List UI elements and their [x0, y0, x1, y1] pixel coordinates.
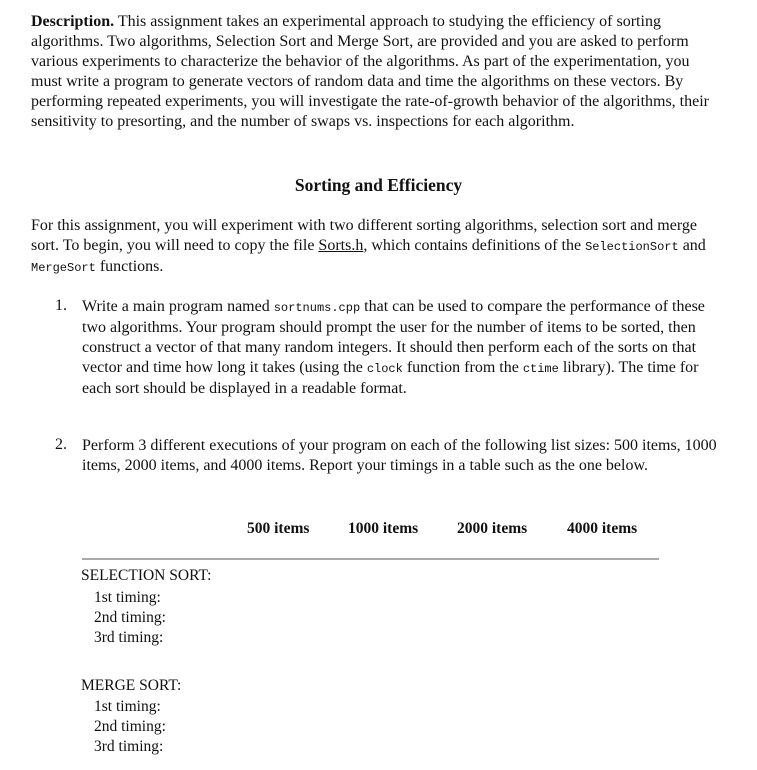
item-text: library). The time for each sort should be displayed in a readable format. [82, 359, 699, 397]
intro-paragraph [31, 216, 721, 278]
item-text: function from the [402, 359, 523, 376]
list-item-2 [55, 436, 725, 476]
section-heading: Sorting and Efficiency [294, 175, 463, 195]
item-text: that can be used to compare the performance of these two algorithms. Your program should prompt the user for the number of items to be sorted, then construct a vector of that many random integers. It should then perform each of the sorts on that vector and time how long it takes (using the [82, 298, 705, 376]
merge-timing-3: 3rd timing: [94, 738, 164, 755]
code-ctime: ctime [522, 362, 559, 376]
merge-sort-label: MERGE SORT: [81, 677, 182, 694]
intro-text: and [678, 237, 706, 254]
column-header-1000: 1000 items [348, 520, 419, 537]
description-label: Description. [31, 13, 115, 30]
description-text: This assignment takes an experimental approach to studying the efficiency of sorting algorithms. Two algorithms, Selection Sort and Merge Sort, are provided and you are asked to perform various experiments to characterize the behavior of the algorithms. As part of the experimentation, you must write a program to generate vectors of random data and time the algorithms on these vectors. By performing repeated experiments, you will investigate the rate-of-growth behavior of the algorithms, their sensitivity to presorting, and the number of swaps vs. inspections for each algorithm. [31, 13, 709, 130]
merge-timing-1: 1st timing: [94, 698, 161, 715]
intro-text: functions. [95, 258, 164, 275]
list-item-text: Perform 3 different executions of your program on each of the following list sizes: 500 items, 1000 items, 2000 items, and 4000 items. Report your timings in a table such as the one below. [82, 437, 717, 474]
intro-text: , which contains definitions of the [363, 237, 586, 254]
list-item-number: 2. [55, 436, 67, 453]
intro-text: For this assignment, you will experiment with two different sorting algorithms, selection sort and merge sort. To begin, you will need to copy the file [31, 217, 697, 254]
description-paragraph [31, 12, 721, 132]
selection-timing-2: 2nd timing: [94, 609, 166, 626]
column-header-4000: 4000 items [567, 520, 638, 537]
list-item-number: 1. [55, 297, 67, 314]
code-mergesort: MergeSort [31, 261, 96, 275]
table-divider [82, 558, 659, 560]
code-sortnums: sortnums.cpp [273, 301, 361, 315]
selection-sort-label: SELECTION SORT: [81, 567, 212, 584]
list-item-text [82, 297, 725, 399]
selection-timing-1: 1st timing: [94, 589, 161, 606]
column-header-500: 500 items [247, 520, 310, 537]
code-selectionsort: SelectionSort [585, 240, 679, 254]
sorts-h-file-link: Sorts.h [318, 237, 364, 254]
column-header-2000: 2000 items [457, 520, 528, 537]
list-item-1 [55, 297, 725, 399]
merge-timing-2: 2nd timing: [94, 718, 166, 735]
selection-timing-3: 3rd timing: [94, 629, 164, 646]
code-clock: clock [366, 362, 403, 376]
item-text: Write a main program named [82, 298, 274, 315]
